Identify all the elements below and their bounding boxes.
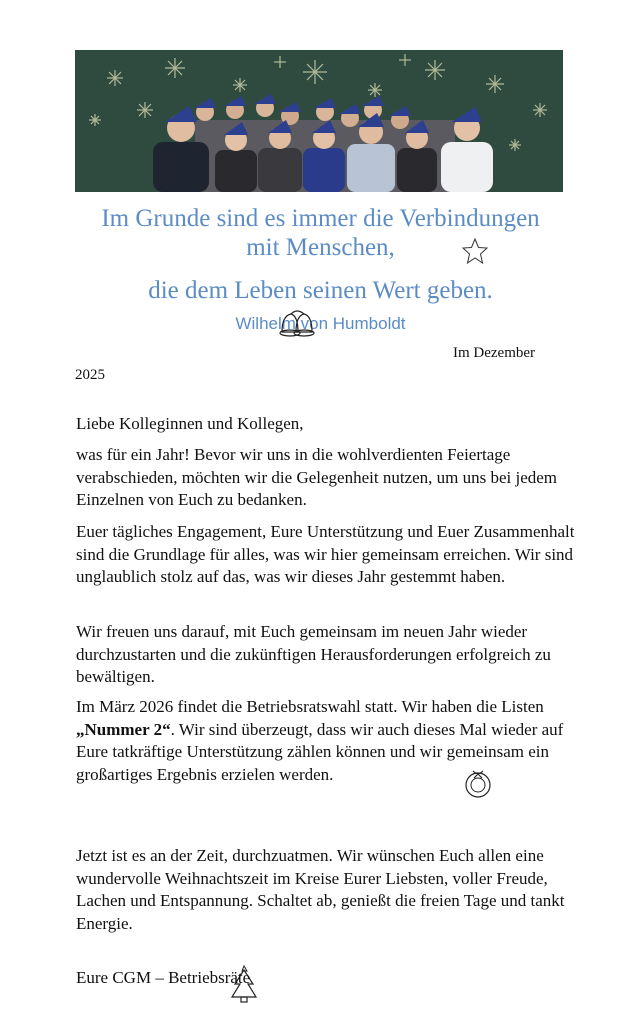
quote-author: Wilhelm von Humboldt [235,314,406,333]
date-month: Im Dezember [453,345,536,361]
quote-line-1: Im Grunde sind es immer die Verbindungen [101,205,540,232]
paragraph-4-text-start: Im März 2026 findet die Betriebsratswahl statt. Wir haben die Listen [76,697,544,716]
letter-signature: Eure CGM – Betriebsräte [76,968,251,987]
list-number-label: „Nummer 2“ [76,719,171,739]
date-year: 2025 [75,367,105,383]
letter-paragraph-5: Jetzt ist es an der Zeit, durchzuatmen. Wir wünschen Euch allen eine wundervolle Weihnachtszeit im Kreise Eurer Liebsten, voller Freude, Lachen und Entspannung. Schaltet ab, genießt die freien Tage und tankt Energie. [76,846,565,933]
letter-paragraph-3: Wir freuen uns darauf, mit Euch gemeinsam im neuen Jahr wieder durchzustarten und die zukünftigen Herausforderungen erfolgreich zu bewältigen. [76,622,551,686]
letter-paragraph-2: Euer tägliches Engagement, Eure Unterstützung und Euer Zusammenhalt sind die Grundlage für alles, was wir hier gemeinsam erreichen. Wir sind unglaublich stolz auf das, was wir dieses Jahr gestemmt haben. [76,522,575,586]
star-icon [461,237,489,265]
paragraph-4-text-end: . Wir sind überzeugt, dass wir auch dieses Mal wieder auf Eure tatkräftige Unterstützung zählen können und wir gemeinsam ein großartiges Ergebnis erzielen werden. [76,719,564,784]
bells-icon [276,306,318,340]
letter-greeting: Liebe Kolleginnen und Kollegen, [76,414,304,433]
group-photo-illustration [75,50,563,192]
quote-line-2: mit Menschen, [246,234,395,261]
letter-paragraph-1: was für ein Jahr! Bevor wir uns in die wohlverdienten Feiertage verabschieden, möchten wir die Gelegenheit nutzen, um uns bei jedem Einzelnen von Euch zu bedanken. [76,445,558,509]
header-photo-banner [75,50,563,192]
quote-line-3: die dem Leben seinen Wert geben. [148,277,493,304]
letter-paragraph-4 [76,696,576,786]
